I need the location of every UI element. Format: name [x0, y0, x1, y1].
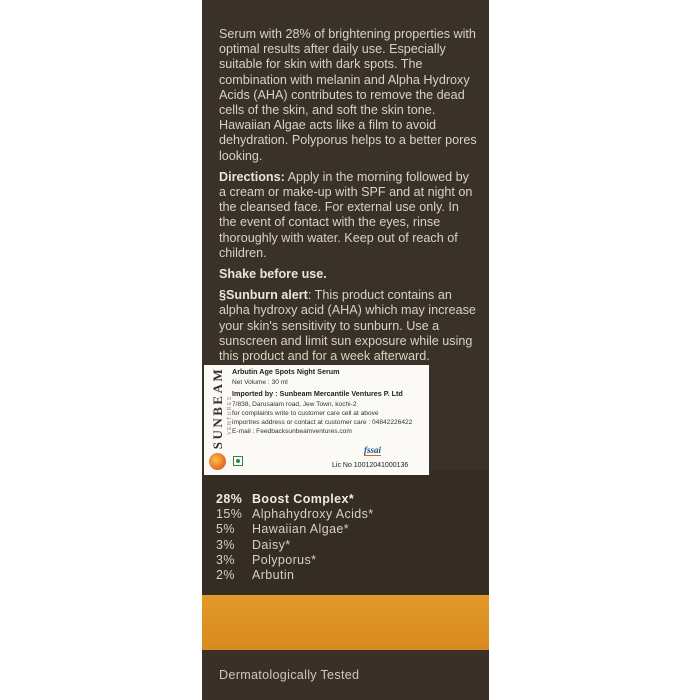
brand-name: SUNBEAM	[210, 366, 225, 450]
ingredient-name: Alphahydroxy Acids*	[252, 507, 374, 522]
ingredient-row	[216, 507, 476, 522]
sunburn-label: §Sunburn alert	[219, 288, 308, 303]
ingredient-name: Polyporus*	[252, 552, 317, 567]
product-name: Arbutin Age Spots Night Serum	[232, 367, 340, 376]
contact: importres address or contact at customer care : 04842226422	[232, 419, 413, 426]
ingredient-percent: 2%	[216, 568, 235, 583]
description-block	[219, 27, 477, 364]
directions-text: Apply in the morning followed by a cream or make-up with SPF and at night on the cleansed face. For external use only. In the event of contact with the eyes, rinse thoroughly with water. Keep out of reach of children.	[219, 169, 473, 260]
ingredient-percent: 3%	[216, 537, 235, 552]
ingredient-name: Boost Complex*	[252, 492, 355, 506]
ingredient-row	[216, 568, 476, 583]
sunburn-paragraph	[219, 288, 477, 364]
ingredient-row	[216, 492, 476, 507]
importer: Imported by : Sunbeam Mercantile Ventures P. Ltd	[232, 389, 403, 398]
address: 7/838, Darusalam road, Jew Town, kochi-2	[232, 401, 357, 408]
ingredient-percent: 15%	[216, 507, 243, 522]
ingredient-percent: 5%	[216, 522, 235, 537]
license-number: Lic No 10012041000136	[332, 462, 409, 469]
ingredient-percent: 28%	[216, 492, 243, 506]
email: E-mail : Feedbacksunbeamventures.com	[232, 428, 352, 435]
accent-band	[202, 595, 489, 650]
ingredient-row	[216, 553, 476, 568]
directions-label: Directions:	[219, 169, 285, 184]
fssai-logo: fssai	[364, 445, 382, 455]
shake-note: Shake before use.	[219, 267, 327, 282]
brand-sub-name: VENTURES	[227, 395, 233, 435]
intro-text: Serum with 28% of brightening properties with optimal results after daily use. Especially suitable for skin with dark spots. The combination with melanin and Alpha Hydroxy Acids (AHA) contributes to remove the dead cells of the skin, and soft the skin tone. Hawaiian Algae acts like a film to avoid dehydration. Polyporus helps to a better pores looking.	[219, 27, 477, 163]
product-box-panel	[202, 0, 489, 700]
complaints: for complaints write to customer care cell at above	[232, 410, 379, 417]
ingredient-percent: 3%	[216, 552, 235, 567]
veg-mark-icon	[233, 456, 243, 466]
importer-sticker	[204, 365, 429, 475]
dermatologically-tested: Dermatologically Tested	[219, 668, 360, 682]
net-volume: Net Volume : 30 ml	[232, 379, 288, 386]
ingredient-name: Arbutin	[252, 568, 295, 583]
directions-paragraph	[219, 170, 477, 261]
sun-icon	[209, 453, 226, 470]
ingredient-name: Daisy*	[252, 537, 291, 552]
ingredients-list	[216, 492, 476, 583]
ingredient-row	[216, 522, 476, 537]
ingredient-name: Hawaiian Algae*	[252, 522, 350, 537]
sunburn-text: : This product contains an alpha hydroxy acid (AHA) which may increase your skin's sensitivity to sunburn. Use a sunscreen and limit sun exposure while using this product and for a week afterward.	[219, 288, 476, 364]
ingredient-row	[216, 538, 476, 553]
